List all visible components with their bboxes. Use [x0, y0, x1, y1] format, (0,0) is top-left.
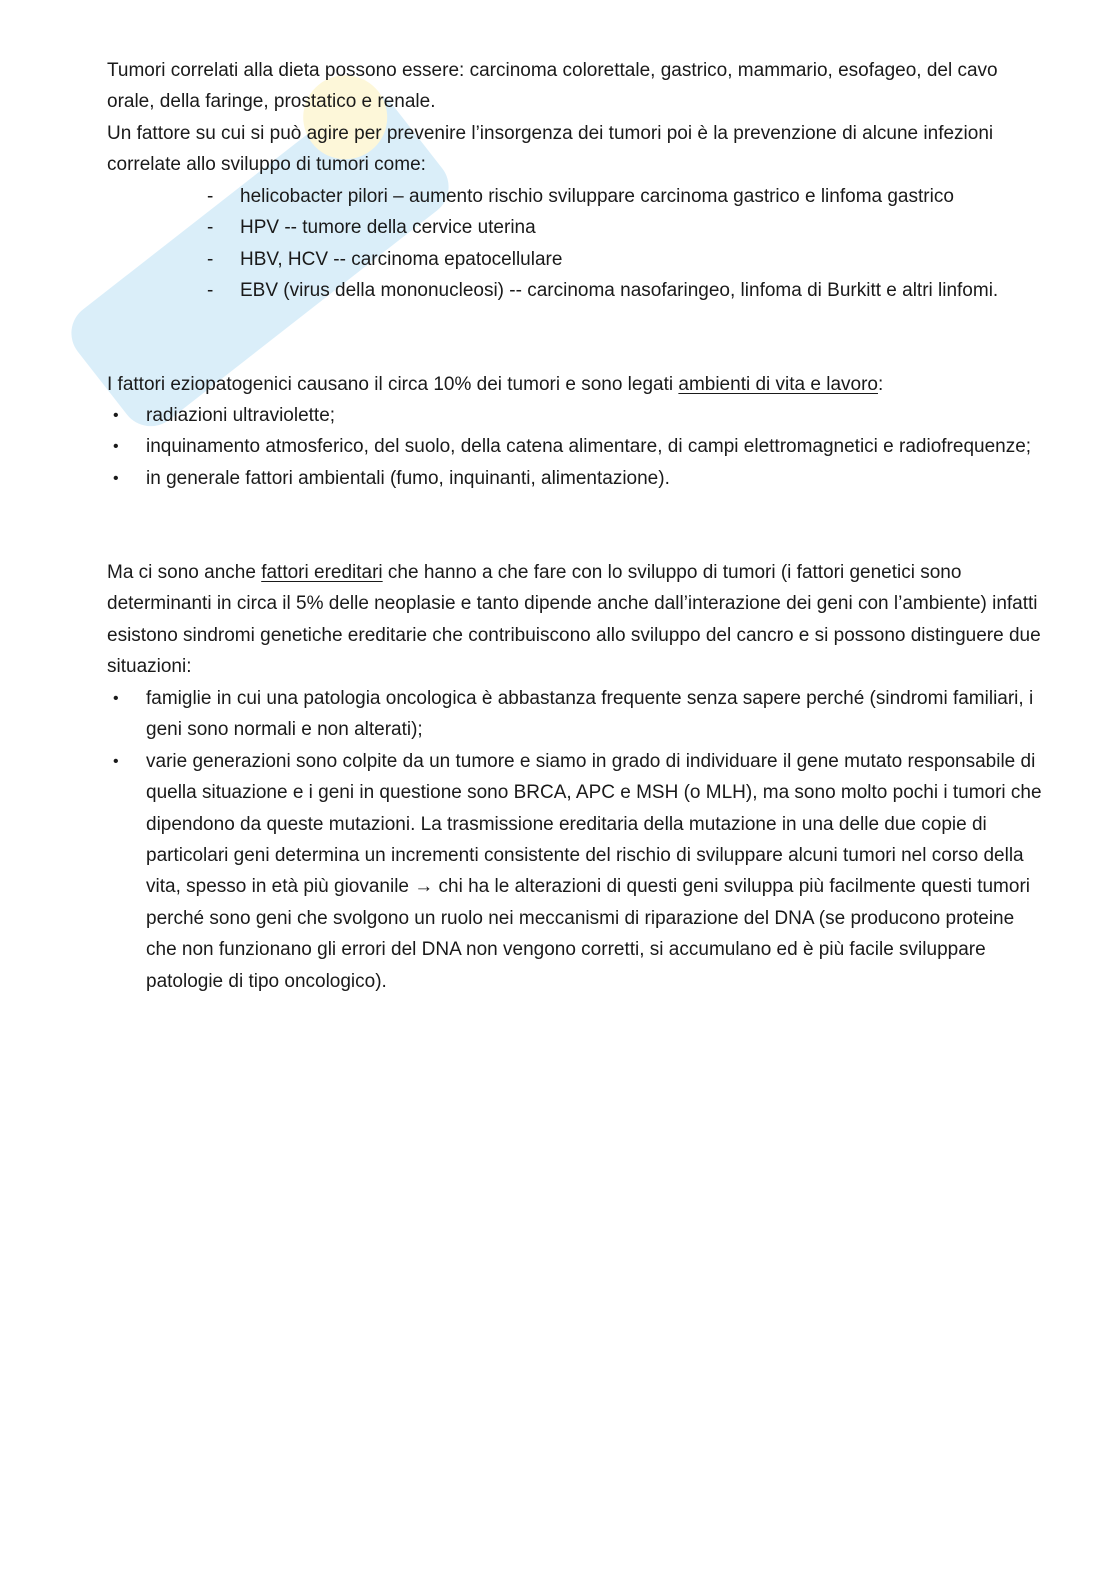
list-item-text: HBV, HCV -- carcinoma epatocellulare	[240, 248, 563, 270]
env-text-before: I fattori eziopatogenici causano il circa 10% dei tumori e sono legati	[107, 374, 679, 395]
list-item	[202, 181, 1032, 212]
bullet-marker: •	[113, 752, 119, 770]
hered-text-before: Ma ci sono anche	[107, 562, 262, 583]
bullet-marker: •	[113, 438, 119, 456]
list-item-text: EBV (virus della mononucleosi) -- carcinoma nasofaringeo, linfoma di Burkitt e altri linfomi.	[240, 280, 999, 302]
list-item	[107, 683, 1047, 746]
bullet-marker: •	[113, 469, 119, 487]
list-item-text: HPV -- tumore della cervice uterina	[240, 217, 536, 239]
dash-marker: -	[207, 217, 214, 239]
env-underlined-text: ambienti di vita e lavoro	[678, 374, 878, 395]
list-item	[107, 400, 1047, 431]
list-item-text: varie generazioni sono colpite da un tumore e siamo in grado di individuare il gene mutato responsabile di quella situazione e i geni in questione sono BRCA, APC e MSH (o MLH), ma sono molto pochi i tumori che dipendono da queste mutazioni. La trasmissione ereditaria della mutazione in una delle due copie di particolari geni determina un incrementi consistente del rischio di sviluppare alcuni tumori nel corso della vita, spesso in età più giovanile → chi ha le alterazioni di questi geni sviluppa più facilmente questi tumori perché sono geni che svolgono un ruolo nei meccanismi di riparazione del DNA (se producono proteine che non funzionano gli errori del DNA non vengono corretti, si accumulano ed è più facile sviluppare patologie di tipo oncologico).	[146, 750, 1042, 992]
list-item	[107, 463, 1047, 494]
list-item	[202, 275, 1032, 306]
hereditary-paragraph	[107, 557, 1047, 683]
infections-list	[202, 181, 1032, 307]
list-item-text: radiazioni ultraviolette;	[146, 405, 336, 426]
list-item-text: inquinamento atmosferico, del suolo, della catena alimentare, di campi elettromagnetici e radiofrequenze;	[146, 436, 1032, 458]
intro-infections-paragraph: Un fattore su cui si può agire per prevenire l’insorgenza dei tumori poi è la prevenzione di alcune infezioni correlate allo sviluppo di tumori come:	[107, 123, 994, 176]
hered-underlined-text: fattori ereditari	[261, 562, 383, 583]
list-item-text: famiglie in cui una patologia oncologica è abbastanza frequente senza sapere perché (sindromi familiari, i geni sono normali e non alterati);	[146, 688, 1034, 741]
list-item	[202, 244, 1032, 275]
list-item-text: helicobacter pilori – aumento rischio sviluppare carcinoma gastrico e linfoma gastrico	[240, 186, 954, 207]
hereditary-situations-list	[107, 683, 1047, 997]
list-item	[107, 746, 1047, 997]
env-text-after: :	[877, 374, 884, 395]
environment-paragraph	[107, 369, 1047, 400]
dash-marker: -	[207, 280, 214, 302]
hered-text-after: che hanno a che fare con lo sviluppo di tumori (i fattori genetici sono determinanti in circa il 5% delle neoplasie e tanto dipende anche dall’interazione dei geni con l’ambiente) infatti esistono sindromi genetiche ereditarie che contribuiscono allo sviluppo del cancro e si possono distinguere due situazioni:	[107, 562, 1041, 678]
list-item-text: in generale fattori ambientali (fumo, inquinanti, alimentazione).	[146, 467, 670, 489]
environment-factors-list	[107, 400, 1047, 494]
dash-marker: -	[207, 186, 214, 207]
list-item	[202, 212, 1032, 243]
intro-diet-paragraph: Tumori correlati alla dieta possono essere: carcinoma colorettale, gastrico, mammario, esofageo, del cavo orale, della faringe, prostatico e renale.	[107, 60, 998, 113]
list-item	[107, 431, 1047, 462]
bullet-marker: •	[113, 690, 119, 707]
bullet-marker: •	[113, 407, 119, 424]
dash-marker: -	[207, 248, 214, 270]
